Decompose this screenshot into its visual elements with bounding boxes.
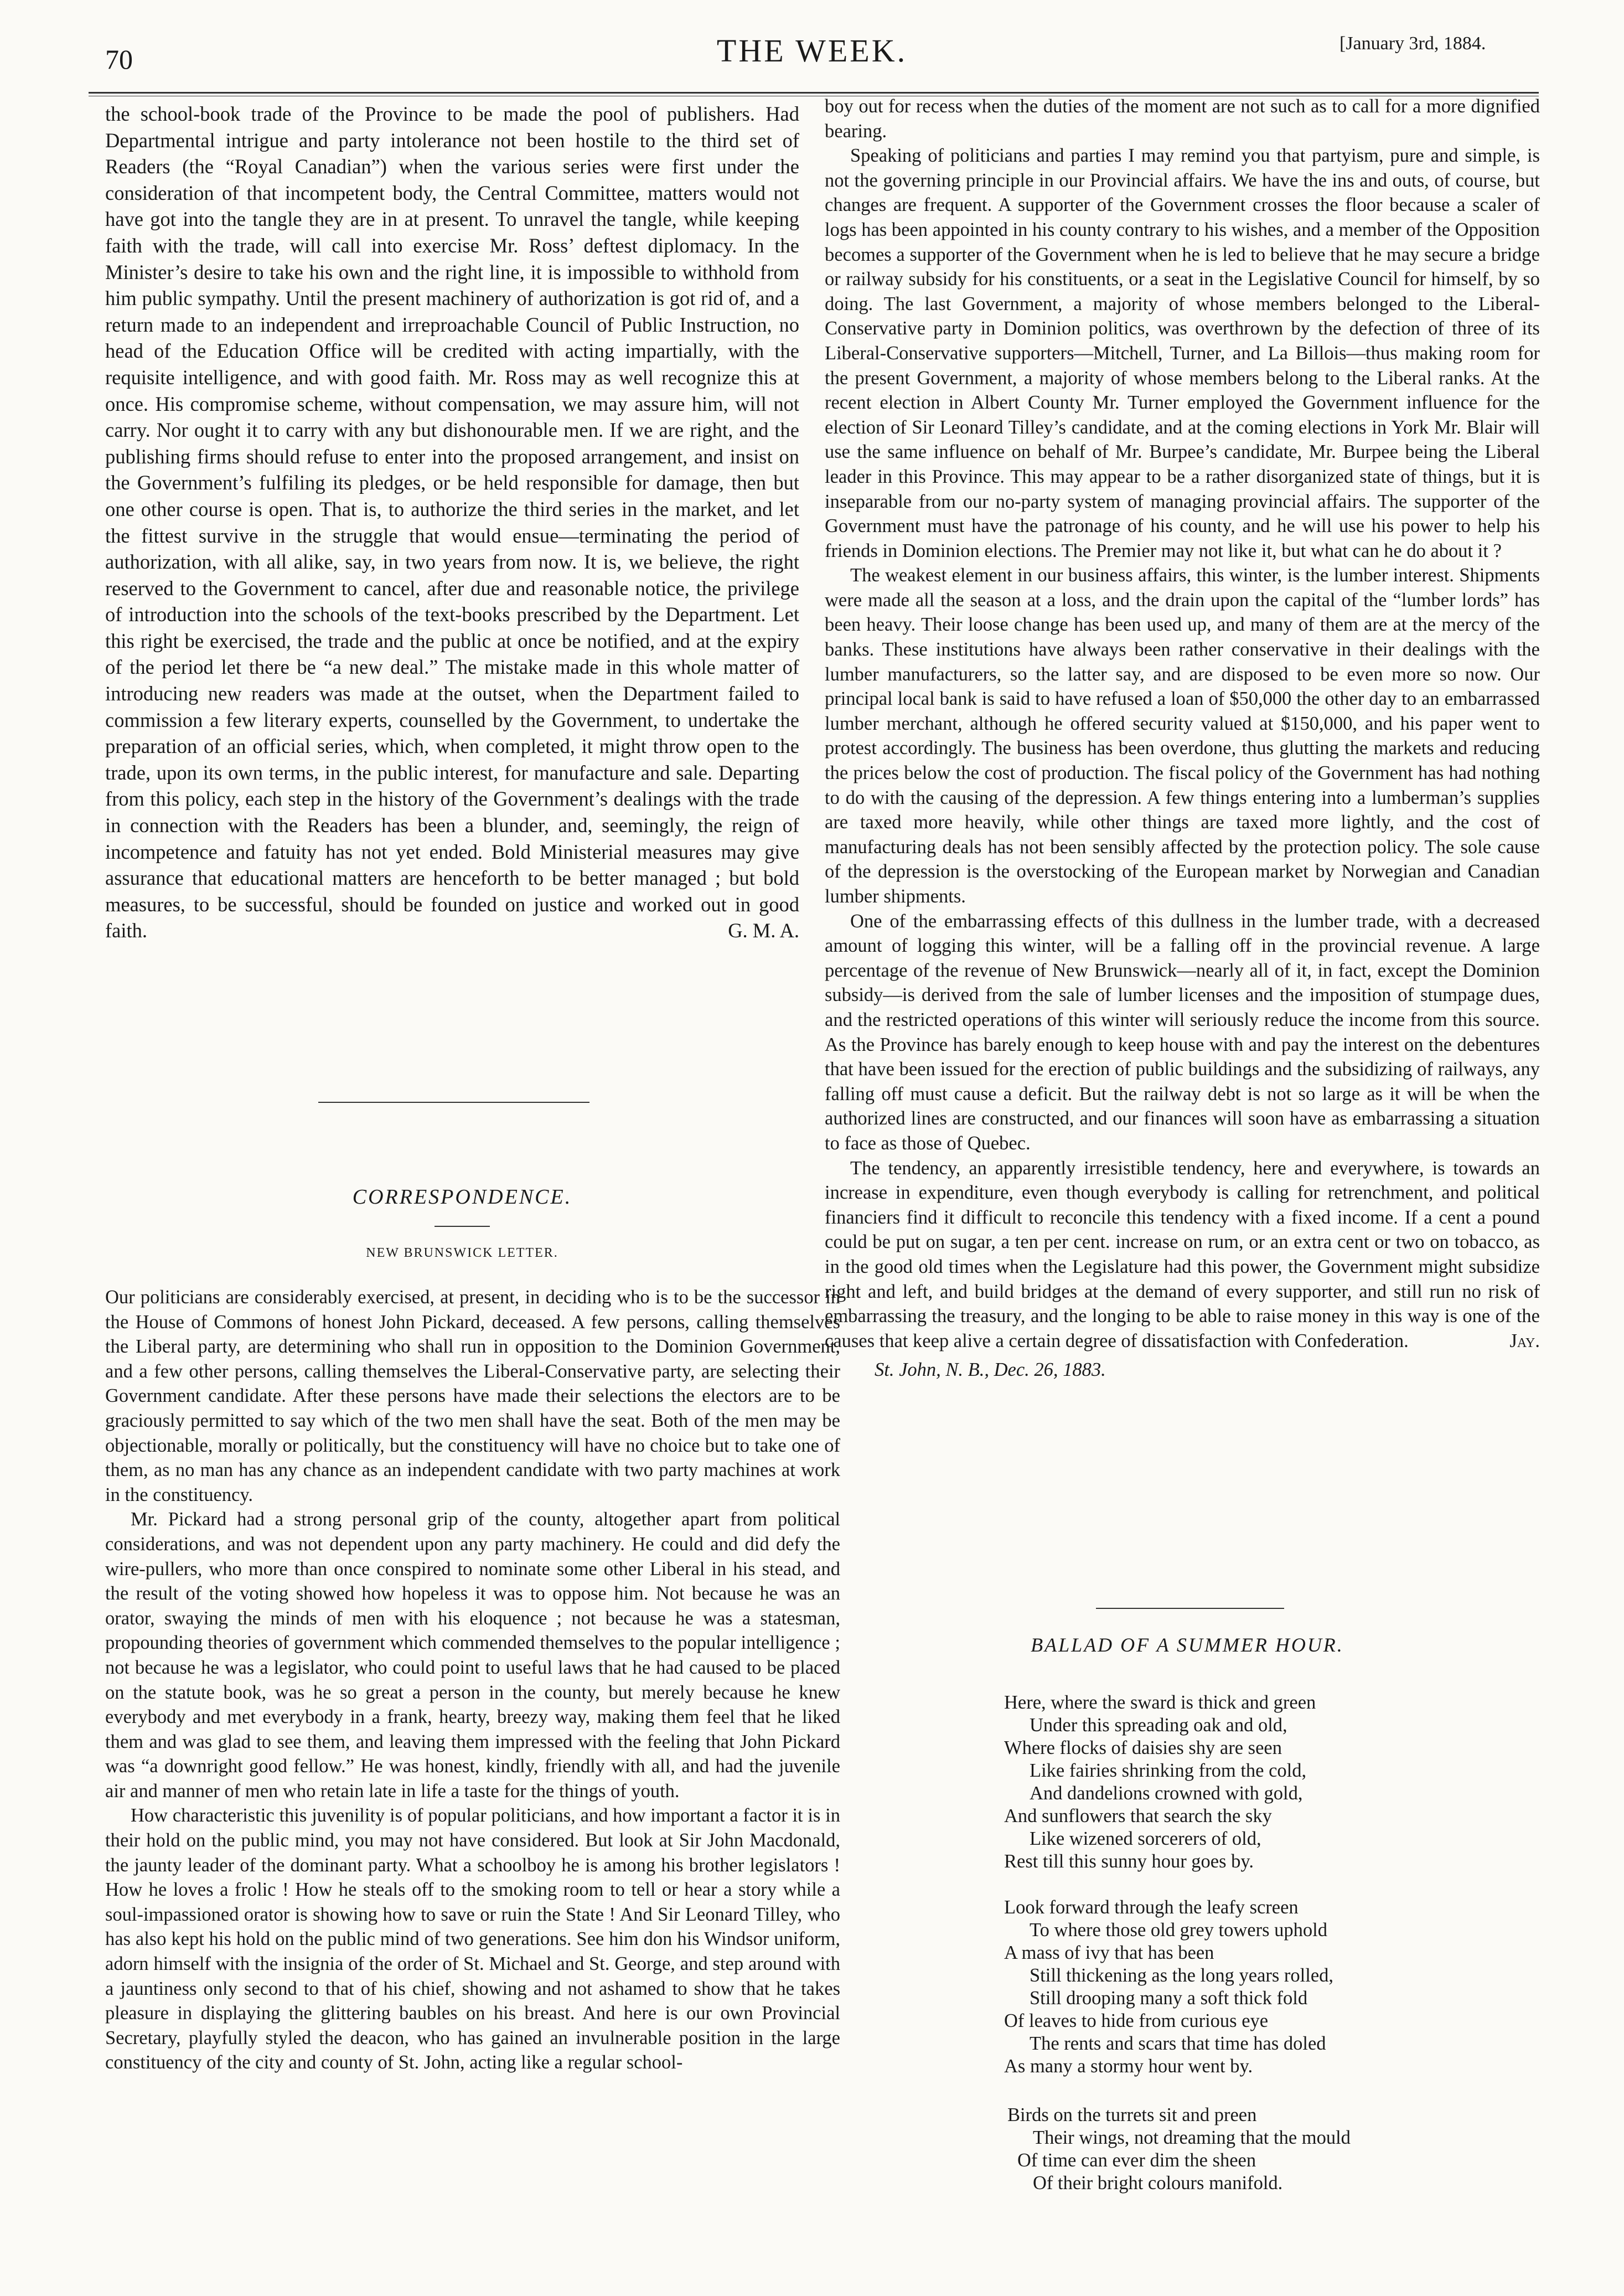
poem-stanza xyxy=(1004,1896,1333,2078)
poem-line: Birds on the turrets sit and preen xyxy=(1007,2104,1257,2125)
poem-line: Here, where the sward is thick and green xyxy=(1004,1692,1316,1713)
poem-line: The rents and scars that time has doled xyxy=(1030,2033,1326,2054)
poem-line: Where flocks of daisies shy are seen xyxy=(1004,1737,1282,1758)
page-number: 70 xyxy=(105,44,133,75)
letter-signature: Jay. xyxy=(1509,1330,1540,1351)
letter-paragraph: The tendency, an apparently irresistible tendency, here and everywhere, is towards an increase in expenditure, even though everybody is calling for retrenchment, and political financiers find it difficult to reconcile this tendency with a fixed income. If a cent a pound could be put on sugar, a ten per cent. increase on rum, or an extra cent or two on tobacco, as in the good old times when the Legislature had this power, the Government might subsidize right and left, and build bridges at the demand of every supporter, and still run no risk of embarrassing the treasury, and the longing to be able to raise money in this way is one of the causes that keep alive a certain degree of dissatisfaction with Confederation. Jay. xyxy=(825,1156,1540,1354)
letter-paragraph: The weakest element in our business affairs, this winter, is the lumber interest. Shipments were made all the season at a loss, and the drain upon the capital of the “lumber lords” has been heavy. Their loose change has been used up, and many of them are at the mercy of the banks. These institutions have always been rather conservative in their dealings with the lumber manufacturers, so the latter say, and are disposed to be even more so now. Our principal local bank is said to have refused a loan of $50,000 the other day to an embarrassed lumber merchant, although he offered security valued at $150,000, and his paper went to protest accordingly. The business has been overdone, thus glutting the markets and reducing the prices below the cost of production. The fiscal policy of the Government has had nothing to do with the causing of the depression. A few things entering into a lumberman’s supplies are taxed more heavily, while other things are taxed more lightly, and the cost of manufacturing deals has not been sensibly affected by the protection policy. The sole cause of the depression is the overstocking of the European market by Norwegian and Canadian lumber shipments. xyxy=(825,565,1540,907)
letter-paragraph: How characteristic this juvenility is of popular politicians, and how important a factor it is in their hold on the public mind, you may not have considered. But look at Sir John Macdonald, the jaunty leader of the dominant party. What a schoolboy he is among his brother legislators ! How he loves a frolic ! How he steals off to the smoking room to tell or hear a story while a soul-impassioned orator is showing how to save or ruin the State ! And Sir Leonard Tilley, who has also kept his hold on the public mind of two generations. See him don his Windsor uniform, adorn himself with the insignia of the order of St. Michael and St. George, and step around with a jauntiness only second to that of his chief, showing and not ashamed to show that he takes pleasure in displaying the glittering baubles on his breast. And here is our own Provincial Secretary, playfully styled the deacon, who has gained an invulnerable position in the large constituency of the city and county of St. John, acting like a regular school- xyxy=(105,1805,840,2073)
heading-rule xyxy=(435,1226,490,1227)
letter-place-date: St. John, N. B., Dec. 26, 1883. xyxy=(875,1359,1106,1381)
poem-line: To where those old grey towers uphold xyxy=(1030,1920,1327,1941)
editorial-continuation xyxy=(105,101,799,944)
letter-paragraph: boy out for recess when the duties of the moment are not such as to call for a more dignified bearing. xyxy=(825,96,1540,142)
poem-line: And dandelions crowned with gold, xyxy=(1030,1783,1303,1804)
section-divider xyxy=(318,1102,589,1103)
issue-date: [January 3rd, 1884. xyxy=(1339,33,1486,54)
masthead: THE WEEK. xyxy=(716,33,908,69)
editorial-paragraph: the school-book trade of the Province to be made the pool of publishers. Had Departmental intrigue and party intolerance not been hostile to the third set of Readers (the “Royal Canadian”) when the various series were first under the consideration of that incompetent body, the Central Committee, matters would not have got into the tangle they are in at present. To unravel the tangle, while keeping faith with the trade, will call into exercise Mr. Ross’ deftest diplomacy. In the Minister’s desire to take his own and the right line, it is impossible to withhold from him public sympathy. Until the present machinery of authorization is got rid of, and a return made to an independent and irreproachable Council of Public Instruction, no head of the Education Office will be credited with acting impartially, with the requisite intelligence, and with good faith. Mr. Ross may as well recognize this at once. His compromise scheme, without compensation, we may assure him, will not carry. Nor ought it to carry with any but dishonourable men. If we are right, and the publishing firms should refuse to enter into the proposed arrangement, and insist on the Government’s fulfiling its pledges, or be held responsible for damage, then but one other course is open. That is, to authorize the third series in the market, and let the fittest survive in the struggle that would ensue—terminating the period of authorization, with all alike, say, in two years from now. It is, we believe, the right reserved to the Government to cancel, after due and reasonable notice, the privilege of introduction into the schools of the text-books prescribed by the Department. Let this right be exercised, the trade and the public at once be notified, and at the expiry of the period let there be “a new deal.” The mistake made in this whole matter of introducing new readers was made at the outset, when the Department failed to commission a few literary experts, counselled by the Government, to undertake the preparation of an official series, which, when completed, it might throw open to the trade, upon its own terms, in the public interest, for manufacture and sale. Departing from this policy, each step in the history of the Government’s dealings with the trade in connection with the Readers has been a blunder, and, seemingly, the reign of incompetence and fatuity has not yet ended. Bold Ministerial measures may give assurance that educational matters are henceforth to be better managed ; but bold measures, to be successful, should be founded on justice and worked out in good faith. G. M. A. xyxy=(105,101,799,944)
poem-line: As many a stormy hour went by. xyxy=(1004,2056,1253,2077)
poem-line: Still thickening as the long years rolled, xyxy=(1030,1965,1334,1986)
poem-divider xyxy=(1096,1608,1284,1609)
poem-line: Like wizened sorcerers of old, xyxy=(1030,1828,1261,1849)
letter-title: NEW BRUNSWICK LETTER. xyxy=(366,1246,558,1260)
poem-line: Their wings, not dreaming that the mould xyxy=(1033,2127,1351,2148)
poem-line: And sunflowers that search the sky xyxy=(1004,1805,1272,1827)
poem-line: Of time can ever dim the sheen xyxy=(1017,2150,1256,2171)
letter-paragraph: Mr. Pickard had a strong personal grip of the county, altogether apart from political considerations, and was not dependent upon any party machinery. He could and did defy the wire-pullers, who more than once conspired to nominate some other Liberal in his stead, and the result of the voting showed how hopeless it was to oppose him. Not because he was an orator, swaying the minds of men with his eloquence ; not because he was a statesman, propounding theories of government which commended themselves to the popular intelligence ; not because he was a legislator, who could point to useful laws that he had caused to be placed on the statute book, was he so great a person in the county, but merely because he knew everybody and met everybody in a frank, hearty, breezy way, making them feel that he liked them and was glad to see them, and leaving them impressed with the feeling that John Pickard was “a downright good fellow.” He was honest, kindly, friendly with all, and had the juvenile air and manner of men who retain late in life a taste for the things of youth. xyxy=(105,1509,840,1802)
editorial-signature: G. M. A. xyxy=(728,919,799,942)
poem-line: Look forward through the leafy screen xyxy=(1004,1897,1299,1918)
correspondence-heading: CORRESPONDENCE. xyxy=(352,1185,572,1209)
poem-line: Of their bright colours manifold. xyxy=(1033,2173,1283,2194)
poem-stanza xyxy=(1007,2104,1351,2195)
letter-paragraph: One of the embarrassing effects of this dullness in the lumber trade, with a decreased amount of logging this winter, will be a falling off in the provincial revenue. A large percentage of the revenue of New Brunswick—nearly all of it, in fact, except the Dominion subsidy—is derived from the sale of lumber licenses and the imposition of stumpage dues, and the restricted operations of this winter will seriously reduce the income from this source. As the Province has barely enough to keep house with and pay the interest on the debentures that have been issued for the erection of public buildings and the subsidizing of railways, any falling off must cause a deficit. But the railway debt is not so large as it will be when the authorized lines are constructed, and our finances will soon have as embarrassing a situation to face as those of Quebec. xyxy=(825,910,1540,1154)
poem-line: Of leaves to hide from curious eye xyxy=(1004,2010,1269,2031)
poem-line: Like fairies shrinking from the cold, xyxy=(1030,1760,1307,1781)
letter-left-column xyxy=(105,1285,840,2075)
poem-stanza xyxy=(1004,1691,1316,1873)
poem-line: A mass of ivy that has been xyxy=(1004,1942,1214,1963)
poem-line: Under this spreading oak and old, xyxy=(1030,1715,1287,1736)
letter-paragraph: Speaking of politicians and parties I may remind you that partyism, pure and simple, is not the governing principle in our Provincial affairs. We have the ins and outs, of course, but changes are frequent. A supporter of the Government crosses the floor because a scaler of logs has been appointed in his county contrary to his wishes, and a member of the Opposition becomes a supporter of the Government when he is led to believe that he may secure a bridge or railway subsidy for his constituents, or a seat in the Legislative Council for himself, by so doing. The last Government, a majority of whose members belonged to the Liberal-Conservative party in Dominion politics, was overthrown by the defection of three of its Liberal-Conservative supporters—Mitchell, Turner, and La Billois—thus making room for the present Government, a majority of whose members belong to the Liberal ranks. At the recent election in Albert County Mr. Turner employed the Government influence for the election of Sir Leonard Tilley’s candidate, and at the coming elections in York Mr. Blair will use the same influence on behalf of Mr. Burpee’s candidate, Mr. Burpee being the Liberal leader in this Province. This may appear to be a rather disorganized state of things, but it is inseparable from our no-party system of managing provincial affairs. The supporter of the Government must have the patronage of his county, and he will use his power to help his friends in Dominion elections. The Premier may not like it, but what can he do about it ? xyxy=(825,145,1540,561)
letter-right-column xyxy=(825,94,1540,1382)
poem-line: Still drooping many a soft thick fold xyxy=(1030,1988,1308,2009)
poem-title: BALLAD OF A SUMMER HOUR. xyxy=(1031,1634,1344,1656)
poem-line: Rest till this sunny hour goes by. xyxy=(1004,1851,1254,1872)
letter-paragraph: Our politicians are considerably exercised, at present, in deciding who is to be the successor in the House of Commons of honest John Pickard, deceased. A few persons, calling themselves the Liberal party, are determining who shall run in opposition to the Dominion Government, and a few other persons, calling themselves the Liberal-Conservative party, are selecting their Government candidate. After these persons have made their selections the electors are to be graciously permitted to say which of the two men shall have the seat. Both of the men may be objectionable, morally or politically, but the constituency will have no choice but to take one of them, as no man has any chance as an independent candidate with two party machines at work in the constituency. xyxy=(105,1287,840,1505)
